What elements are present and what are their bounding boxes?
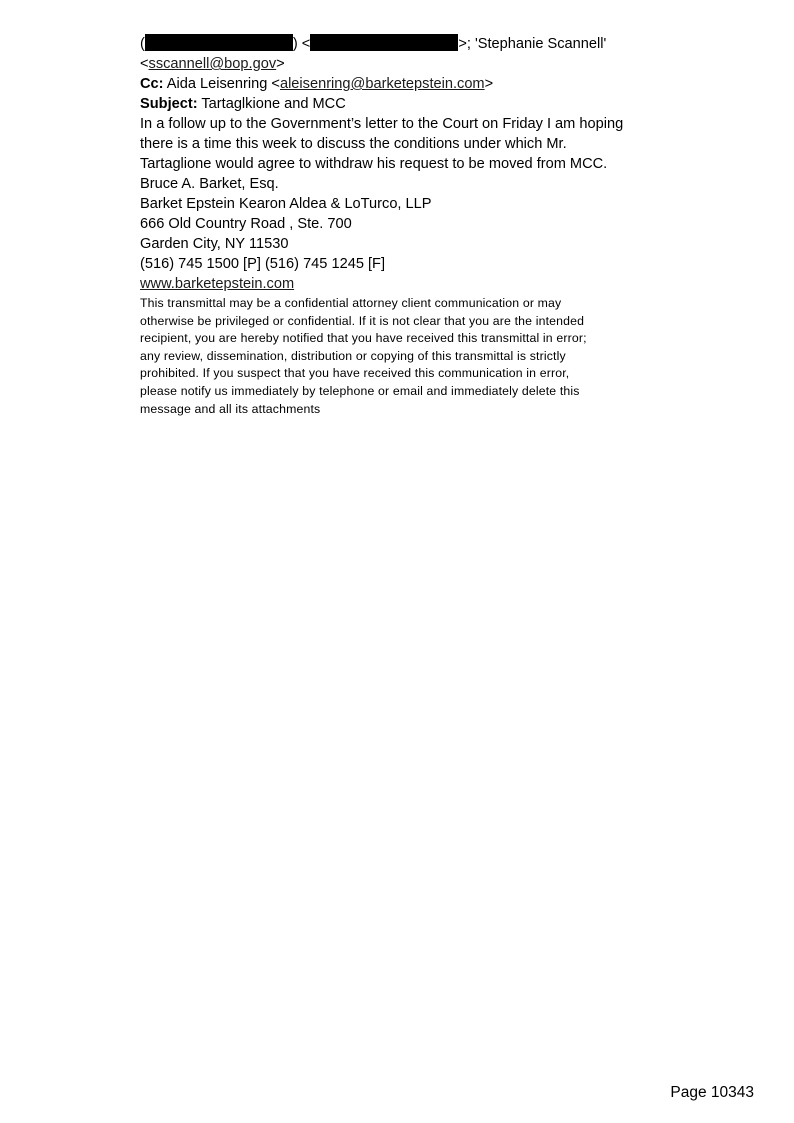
- cc-name: Aida Leisenring <: [166, 76, 280, 92]
- confidentiality-disclaimer: [140, 295, 660, 418]
- disclaimer-line: This transmittal may be a confidential attorney client communication or may: [140, 296, 562, 310]
- disclaimer-line: message and all its attachments: [140, 401, 321, 416]
- website-link[interactable]: www.barketepstein.com: [140, 276, 295, 292]
- recipient-name: >; 'Stephanie Scannell': [458, 36, 607, 52]
- cc-email-link[interactable]: aleisenring@barketepstein.com: [279, 76, 485, 92]
- subject-label: Subject:: [140, 96, 198, 112]
- angle-open: <: [140, 56, 149, 72]
- signature-address-2: Garden City, NY 11530: [140, 236, 289, 252]
- body-line: there is a time this week to discuss the conditions under which Mr.: [140, 136, 567, 152]
- page-number: Page 10343: [670, 1084, 754, 1101]
- angle-close: >: [484, 76, 494, 92]
- message-body: [140, 114, 660, 174]
- redaction-block: [145, 34, 293, 51]
- recipient-email-link[interactable]: sscannell@bop.gov: [148, 56, 277, 72]
- disclaimer-line: please notify us immediately by telephone or email and immediately delete this: [140, 383, 580, 398]
- body-line: In a follow up to the Government’s letter to the Court on Friday I am hoping: [140, 116, 624, 132]
- disclaimer-line: any review, dissemination, distribution or copying of this transmittal is strictly: [140, 348, 566, 363]
- signature-address-1: 666 Old Country Road , Ste. 700: [140, 216, 352, 232]
- email-document: [140, 34, 660, 418]
- cc-label: Cc:: [140, 76, 164, 92]
- signature-phones: (516) 745 1500 [P] (516) 745 1245 [F]: [140, 256, 386, 272]
- subject-line: [140, 94, 660, 114]
- signature-firm: Barket Epstein Kearon Aldea & LoTurco, LLP: [140, 196, 432, 212]
- to-line: [140, 34, 660, 54]
- to-email-line: [140, 54, 660, 74]
- cc-line: [140, 74, 660, 94]
- subject-text: Tartaglkione and MCC: [201, 96, 346, 112]
- disclaimer-line: recipient, you are hereby notified that you have received this transmittal in error;: [140, 331, 587, 346]
- redaction-block: [310, 34, 458, 51]
- open-paren: (: [140, 36, 145, 52]
- angle-close: >: [276, 56, 285, 72]
- signature: [140, 174, 660, 294]
- signature-name: Bruce A. Barket, Esq.: [140, 176, 279, 192]
- disclaimer-line: prohibited. If you suspect that you have received this communication in error,: [140, 366, 570, 381]
- close-paren: ) <: [292, 36, 311, 52]
- body-line: Tartaglione would agree to withdraw his request to be moved from MCC.: [140, 156, 608, 172]
- disclaimer-line: otherwise be privileged or confidential. If it is not clear that you are the intended: [140, 313, 585, 328]
